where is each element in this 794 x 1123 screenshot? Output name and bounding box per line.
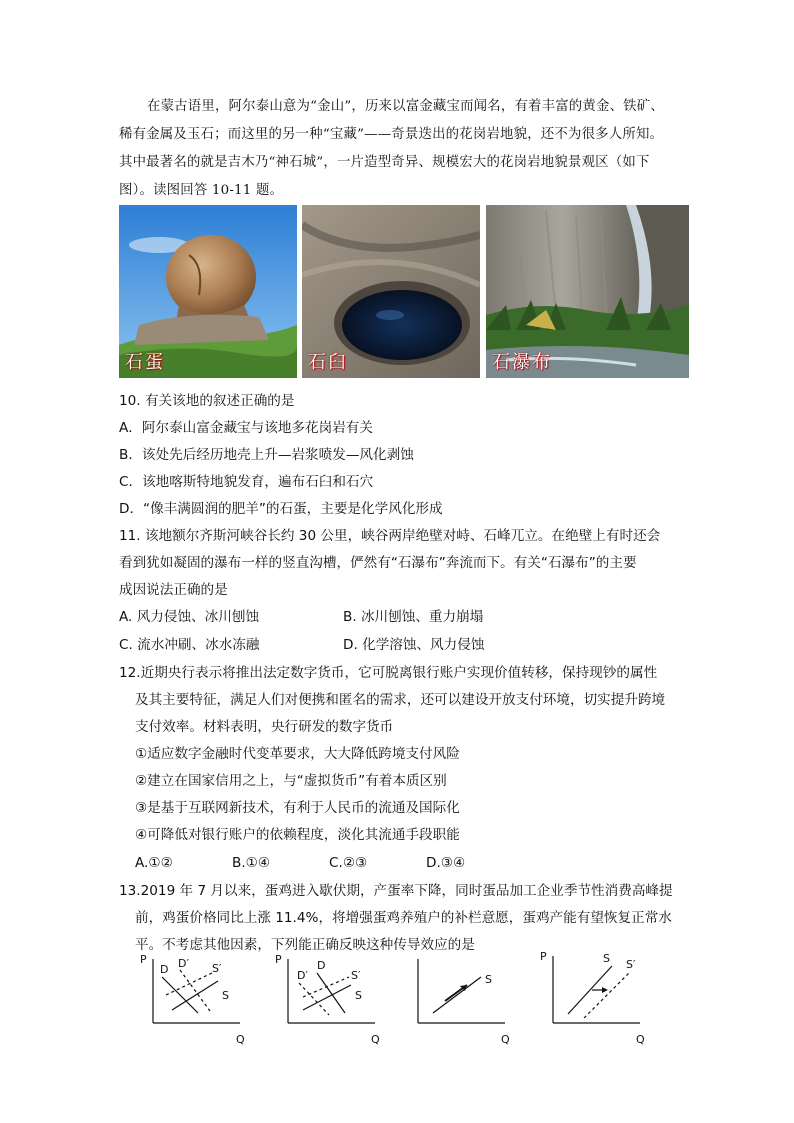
graph-a-p-label: P [140, 955, 147, 966]
q12-option-a: A.①② [135, 855, 173, 871]
graph-a-s-curve [172, 981, 218, 1010]
graph-d-s-label: S [603, 952, 610, 965]
graph-a-d-curve [162, 977, 198, 1013]
graph-a [140, 955, 260, 1047]
graph-a-d2-label: D′ [178, 957, 189, 970]
caption-stone-mortar: 石臼 [308, 352, 348, 373]
graph-b-d-label: D [317, 959, 326, 972]
graph-c-s-curve [433, 977, 481, 1013]
photo-strip [119, 205, 689, 378]
photo-stone-waterfall [486, 205, 689, 378]
graph-b-p-label: P [275, 955, 282, 966]
intro-line-2: 稀有金属及玉石；而这里的另一种“宝藏”——奇景迭出的花岗岩地貌，还不为很多人所知。 [119, 127, 664, 142]
q12-statement-3: ③是基于互联网新技术，有利于人民币的流通及国际化 [135, 800, 460, 816]
graph-a-s-label: S [222, 989, 229, 1002]
q13-line-2: 前，鸡蛋价格同比上涨 11.4%，将增强蛋鸡养殖户的补栏意愿，蛋鸡产能有望恢复正常水 [135, 910, 672, 926]
caption-stone-egg: 石蛋 [125, 352, 165, 373]
graph-b-s2-curve [303, 977, 349, 997]
graph-b-q-label: Q [371, 1033, 380, 1045]
q11-option-a: A. 风力侵蚀、冰川刨蚀 [119, 609, 260, 625]
q10-stem: 10. 有关该地的叙述正确的是 [119, 393, 295, 409]
graph-d [540, 950, 660, 1045]
photo-stone-egg [119, 205, 297, 378]
q12-line-1: 12.近期央行表示将推出法定数字货币，它可脱离银行账户实现价值转移，保持现钞的属性 [119, 665, 658, 681]
photo-stone-mortar [302, 205, 480, 378]
intro-line-1: 在蒙古语里，阿尔泰山意为“金山”，历来以富金藏宝而闻名，有着丰富的黄金、铁矿、 [147, 99, 664, 114]
q12-statement-1: ①适应数字金融时代变革要求，大大降低跨境支付风险 [135, 746, 460, 762]
graph-a-s2-label: S′ [212, 962, 222, 975]
intro-line-4: 图）。读图回答 10-11 题。 [119, 183, 284, 198]
q10-option-d: D．“像丰满圆润的肥羊”的石蛋，主要是化学风化形成 [119, 501, 443, 517]
q11-line-2: 看到犹如凝固的瀑布一样的竖直沟槽，俨然有“石瀑布”奔流而下。有关“石瀑布”的主要 [119, 555, 637, 571]
graph-c [405, 955, 525, 1047]
q10-option-a: A．阿尔泰山富金藏宝与该地多花岗岩有关 [119, 420, 373, 436]
graph-b-s-label: S [355, 989, 362, 1002]
graph-d-p-label: P [540, 950, 547, 963]
graph-b [275, 955, 395, 1047]
q12-option-b: B.①④ [232, 855, 271, 871]
q11-option-b: B. 冰川刨蚀、重力崩塌 [343, 609, 484, 625]
graph-d-s2-label: S′ [626, 958, 636, 971]
q11-option-d: D. 化学溶蚀、风力侵蚀 [343, 637, 485, 653]
graph-a-d-label: D [160, 963, 169, 976]
q13-line-3: 平。不考虑其他因素，下列能正确反映这种传导效应的是 [135, 937, 475, 953]
graph-d-s2-curve [584, 972, 630, 1018]
graph-a-s2-curve [166, 973, 212, 995]
graph-d-arrowhead [602, 987, 608, 993]
intro-line-3: 其中最著名的就是吉木乃“神石城”，一片造型奇异、规模宏大的花岗岩地貌景观区（如下 [119, 155, 650, 170]
q11-option-c: C. 流水冲刷、冰水冻融 [119, 637, 260, 653]
caption-stone-waterfall: 石瀑布 [492, 352, 552, 373]
q12-line-3: 支付效率。材料表明，央行研发的数字货币 [135, 719, 394, 735]
q13-line-1: 13.2019 年 7 月以来，蛋鸡进入歇伏期，产蛋率下降，同时蛋品加工企业季节性消费高峰提 [119, 883, 673, 899]
graph-b-d2-label: D′ [297, 969, 308, 982]
q11-line-3: 成因说法正确的是 [119, 582, 228, 598]
q12-statement-2: ②建立在国家信用之上，与“虚拟货币”有着本质区别 [135, 773, 447, 789]
q12-option-d: D.③④ [426, 855, 466, 871]
graph-c-q-label: Q [501, 1033, 510, 1045]
q10-option-c: C．该地喀斯特地貌发育，遍布石臼和石穴 [119, 474, 374, 490]
graph-a-q-label: Q [236, 1033, 245, 1045]
q12-line-2: 及其主要特征，满足人们对便携和匿名的需求，还可以建设开放支付环境，切实提升跨境 [135, 692, 666, 708]
graph-b-s-curve [303, 985, 351, 1010]
q11-line-1: 11. 该地额尔齐斯河峡谷长约 30 公里，峡谷两岸绝壁对峙、石峰兀立。在绝壁上有时还会 [119, 528, 661, 544]
q12-statement-4: ④可降低对银行账户的依赖程度，淡化其流通手段职能 [135, 827, 460, 843]
graph-b-s2-label: S′ [351, 969, 361, 982]
q12-option-c: C.②③ [329, 855, 368, 871]
graph-d-q-label: Q [636, 1033, 645, 1045]
intro-paragraph [119, 93, 694, 205]
graph-c-s-label: S [485, 973, 492, 986]
q10-option-b: B．该处先后经历地壳上升—岩浆喷发—风化剥蚀 [119, 447, 414, 463]
